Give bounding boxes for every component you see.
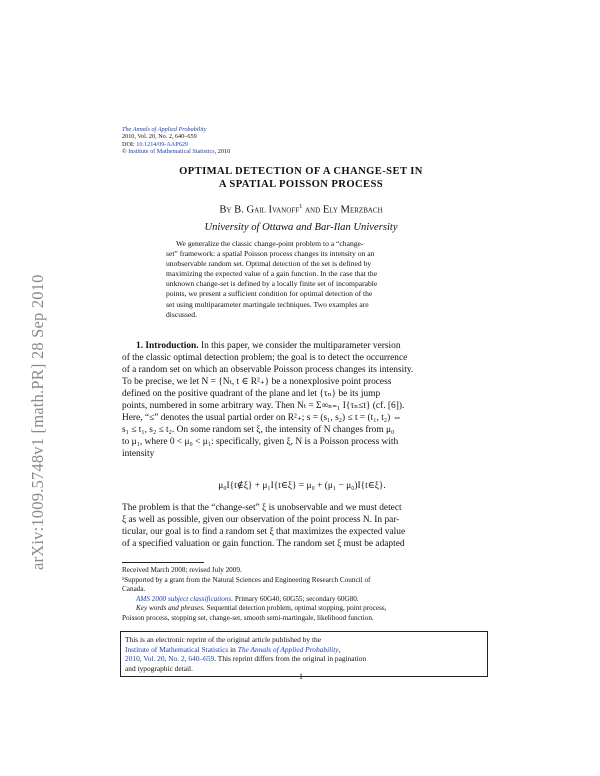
ims-link[interactable]: Institute of Mathematical Statistics [128, 148, 215, 156]
intensity-formula: μ₀I{t∉ξ} + μ₁I{t∈ξ} = μ₀ + (μ₁ − μ₀)I{t∈ξ}. [218, 481, 386, 491]
support-note: ¹Supported by a grant from the Natural Sciences and Engineering Research Council of [122, 575, 371, 584]
doi-link[interactable]: 10.1214/09-AAP629 [136, 140, 189, 148]
received-note: Received March 2008; revised July 2009. [122, 566, 242, 574]
journal-header [122, 126, 230, 156]
problem-paragraph: The problem is that the “change-set” ξ is unobservable and we must detect ξ as well as possible, given our observation of the point process N. In par- ticular, our goal is to find a random set ξ that maximizes the expected value of a specified valuation or gain function. The random set ξ must be adapted [122, 503, 406, 550]
author-ivanoff: B. Gail Ivanoff [234, 204, 300, 216]
arxiv-side-stamp: arXiv:1009.5748v1 [math.PR] 28 Sep 2010 [28, 274, 47, 570]
keywords: Key words and phrases. Sequential detection problem, optimal stopping, point process, [136, 604, 387, 612]
ams-link[interactable]: AMS 2000 subject classifications. [136, 594, 234, 603]
volume-reprint-link[interactable]: 2010, Vol. 20, No. 2, 640–659 [125, 654, 215, 664]
journal-volume: 2010, Vol. 20, No. 2, 640–659 [122, 133, 197, 141]
page-number: 1 [299, 672, 303, 681]
affiliation: University of Ottawa and Bar-Ilan University [204, 222, 398, 233]
introduction-paragraph: 1. Introduction. In this paper, we consider the multiparameter version of the classic optimal detection problem; the goal is to detect the occurrence of a random set on which an observable Poisson process changes its intensity. To be precise, we let N = {Nₜ, t ∈ R²₊} be a nonexplosive point process defined on the positive quadrant of the plane and let {τₙ} be its jump points, numbered in some arbitrary way. Then Nₜ = Σ∞ₙ₌₁ I{τₙ≤t} (cf. [6]). Here, “≤” denotes the usual partial order on R²₊; s = (s₁, s₂) ≤ t = (t₁, t₂) ⇔ s₁ ≤ t₁, s₂ ≤ t₂. On some random set ξ, the intensity of N changes from μ₀ to μ₁, where 0 < μ₀ < μ₁: specifically, given ξ, N is a Poisson process with intensity [122, 341, 414, 460]
paper-title: OPTIMAL DETECTION OF A CHANGE-SET IN A SPATIAL POISSON PROCESS [179, 166, 423, 190]
abstract: We generalize the classic change-point problem to a “change- set” framework: a spatial Poisson process changes its intensity on an unobservable random set. Optimal detection of the set is defined by maximizing the expected value of a gain function. In the case that the unknown change-set is defined by a locally finite set of incomparable points, we present a sufficient condition for optimal detection of the set using multiparameter martingale techniques. Two examples are discussed. [166, 239, 378, 319]
journal-name[interactable]: The Annals of Applied Probability [122, 126, 207, 133]
ims-reprint-link[interactable]: Institute of Mathematical Statistics [125, 644, 229, 654]
footnote-rule [122, 562, 204, 563]
author-line: By B. Gail Ivanoff$^1$ and Ely Merzbach [219, 203, 383, 216]
reprint-notice-box: This is an electronic reprint of the original article published by the Institute of Mathematical Statistics in The Annals of Applied Probability, 2010, Vol. 20, No. 2, 640–659. This reprint differs from the original in pagination and typographic detail. [120, 631, 488, 677]
journal-doi: DOI: 10.1214/09-AAP629 [122, 140, 189, 148]
footnotes: Received March 2008; revised July 2009. ¹Supported by a grant from the Natural Sciences and Engineering Research Council of Canada. AMS 2000 subject classifications. Primary 60G40, 60G55; secondary 60G80. Key words and phrases. Sequential detection problem, optimal stopping, point process, Poisson process, stopping set, change-set, smooth semi-martingale, likelihood function. [122, 566, 482, 623]
author-merzbach: Ely Merzbach [322, 204, 383, 216]
journal-reprint-link[interactable]: The Annals of Applied Probability [237, 644, 339, 654]
section-heading: 1. Introduction. [136, 341, 199, 351]
ams-classification: AMS 2000 subject classifications. Primary 60G40, 60G55; secondary 60G80. [136, 594, 359, 603]
journal-copyright: © Institute of Mathematical Statistics, 2010 [122, 148, 231, 156]
